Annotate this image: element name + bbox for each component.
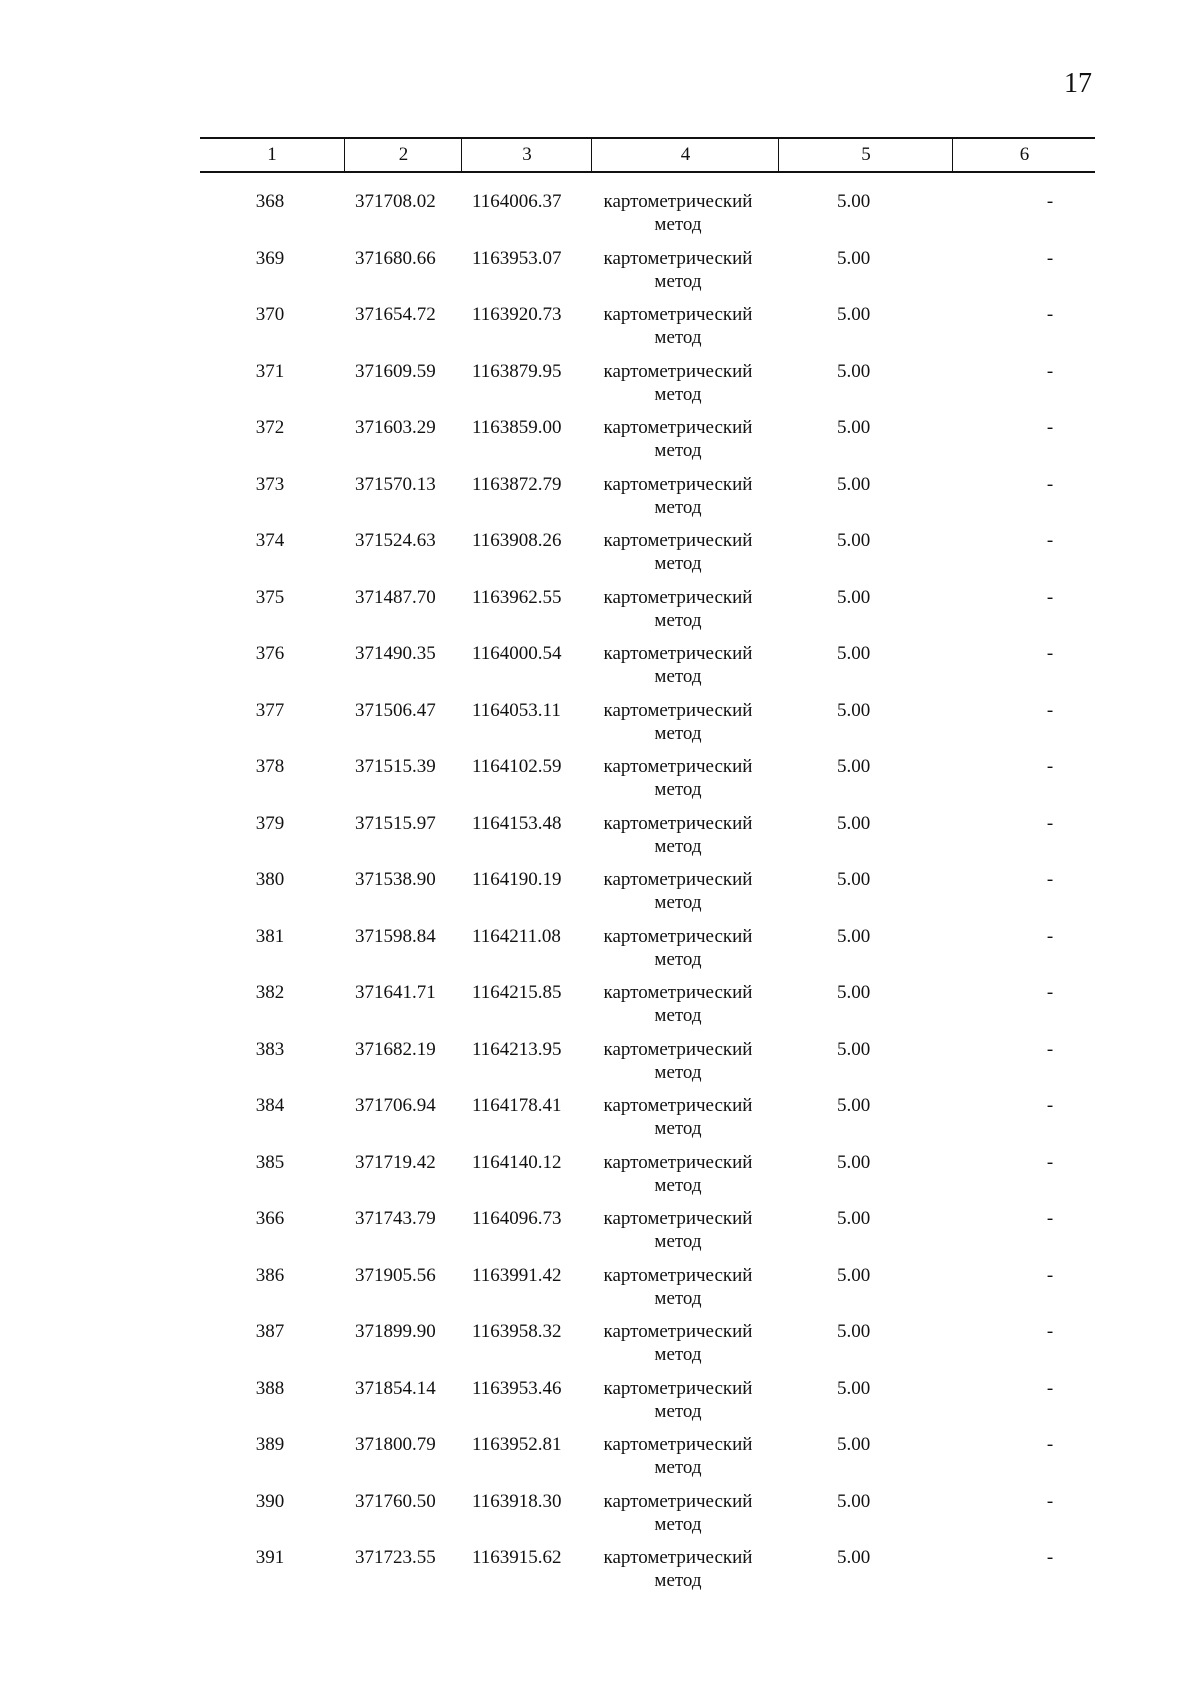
y-coordinate: 1163872.79 — [472, 473, 562, 495]
method-line-2: метод — [654, 948, 702, 970]
table-row — [200, 1094, 1095, 1151]
y-coordinate: 1163920.73 — [472, 304, 562, 325]
error-value: 5.00 — [837, 417, 871, 438]
x-coordinate: 371706.94 — [355, 1095, 436, 1116]
method-line-2: метод — [654, 666, 702, 687]
point-number: 369 — [255, 247, 285, 269]
table-row — [200, 529, 1095, 586]
method-line-2: метод — [654, 553, 702, 574]
method-line-2: метод — [654, 1344, 702, 1365]
y-coordinate: 1164006.37 — [472, 191, 562, 212]
table-body — [200, 190, 1095, 1603]
method — [598, 303, 758, 349]
method-line-1: картометрический — [603, 1547, 753, 1568]
note: - — [1046, 473, 1054, 495]
table-row — [200, 925, 1095, 982]
method-line-1: картометрический — [603, 869, 753, 890]
y-coordinate: 1164053.11 — [472, 699, 561, 721]
method — [598, 1264, 758, 1310]
method-line-2: метод — [654, 1118, 702, 1139]
point-number: 377 — [255, 699, 285, 721]
point-number: 375 — [255, 586, 285, 608]
error-value: 5.00 — [837, 925, 871, 947]
method-line-1: картометрический — [603, 1095, 753, 1116]
x-coordinate: 371641.71 — [355, 982, 436, 1003]
method-line-1: картометрический — [603, 643, 753, 664]
x-coordinate: 371603.29 — [355, 417, 436, 438]
y-coordinate: 1164211.08 — [472, 925, 561, 947]
x-coordinate: 371760.50 — [355, 1490, 436, 1512]
point-number: 371 — [255, 360, 285, 382]
error-value: 5.00 — [837, 1095, 871, 1116]
error-value: 5.00 — [837, 812, 871, 834]
method — [598, 642, 758, 688]
point-number: 368 — [255, 191, 285, 212]
point-number: 390 — [255, 1490, 285, 1512]
point-number: 384 — [255, 1095, 285, 1116]
method-line-1: картометрический — [603, 756, 753, 777]
method — [598, 1094, 758, 1140]
method-line-2: метод — [654, 722, 702, 744]
note: - — [1046, 643, 1054, 664]
x-coordinate: 371800.79 — [355, 1434, 436, 1455]
method-line-2: метод — [654, 214, 702, 235]
note: - — [1046, 1151, 1054, 1173]
method-line-1: картометрический — [603, 473, 753, 495]
error-value: 5.00 — [837, 1490, 871, 1512]
point-number: 387 — [255, 1321, 285, 1342]
method-line-2: метод — [654, 1231, 702, 1252]
header-col-3: 3 — [461, 139, 592, 171]
header-col-6: 6 — [952, 139, 1096, 171]
y-coordinate: 1164190.19 — [472, 869, 562, 890]
table-row — [200, 1264, 1095, 1321]
table-row — [200, 1377, 1095, 1434]
y-coordinate: 1164102.59 — [472, 756, 562, 777]
method-line-1: картометрический — [603, 699, 753, 721]
method-line-1: картометрический — [603, 360, 753, 382]
method-line-1: картометрический — [603, 925, 753, 947]
method-line-2: метод — [654, 1287, 702, 1309]
method — [598, 1490, 758, 1536]
x-coordinate: 371682.19 — [355, 1038, 436, 1060]
header-col-4: 4 — [591, 139, 779, 171]
method — [598, 868, 758, 914]
method — [598, 699, 758, 745]
method-line-1: картометрический — [603, 417, 753, 438]
method-line-1: картометрический — [603, 1208, 753, 1229]
note: - — [1046, 869, 1054, 890]
method-line-2: метод — [654, 1513, 702, 1535]
y-coordinate: 1163915.62 — [472, 1547, 562, 1568]
method-line-1: картометрический — [603, 1321, 753, 1342]
method-line-2: метод — [654, 440, 702, 461]
error-value: 5.00 — [837, 869, 871, 890]
error-value: 5.00 — [837, 643, 871, 664]
point-number: 380 — [255, 869, 285, 890]
method-line-1: картометрический — [603, 191, 753, 212]
header-col-2: 2 — [344, 139, 462, 171]
note: - — [1046, 1434, 1054, 1455]
error-value: 5.00 — [837, 1377, 871, 1399]
error-value: 5.00 — [837, 1434, 871, 1455]
method — [598, 1207, 758, 1253]
method — [598, 1151, 758, 1197]
table-row — [200, 755, 1095, 812]
method — [598, 1433, 758, 1479]
error-value: 5.00 — [837, 247, 871, 269]
method — [598, 755, 758, 801]
method-line-1: картометрический — [603, 1434, 753, 1455]
method-line-2: метод — [654, 327, 702, 348]
y-coordinate: 1164213.95 — [472, 1038, 562, 1060]
method-line-2: метод — [654, 383, 702, 405]
note: - — [1046, 1547, 1054, 1568]
x-coordinate: 371515.39 — [355, 756, 436, 777]
x-coordinate: 371538.90 — [355, 869, 436, 890]
method-line-2: метод — [654, 892, 702, 913]
y-coordinate: 1164096.73 — [472, 1208, 562, 1229]
method — [598, 360, 758, 406]
method-line-2: метод — [654, 270, 702, 292]
note: - — [1046, 191, 1054, 212]
page-number: 17 — [1064, 68, 1092, 99]
point-number: 376 — [255, 643, 285, 664]
point-number: 373 — [255, 473, 285, 495]
table-row — [200, 586, 1095, 643]
error-value: 5.00 — [837, 1208, 871, 1229]
point-number: 370 — [255, 304, 285, 325]
note: - — [1046, 586, 1054, 608]
y-coordinate: 1164000.54 — [472, 643, 562, 664]
header-col-1: 1 — [267, 144, 277, 165]
method-line-2: метод — [654, 1570, 702, 1591]
method-line-2: метод — [654, 1457, 702, 1478]
note: - — [1046, 360, 1054, 382]
y-coordinate: 1163953.46 — [472, 1377, 562, 1399]
note: - — [1046, 1377, 1054, 1399]
table-row — [200, 1320, 1095, 1377]
x-coordinate: 371899.90 — [355, 1321, 436, 1342]
table-row — [200, 247, 1095, 304]
table-row — [200, 1038, 1095, 1095]
point-number: 374 — [255, 530, 285, 551]
table-row — [200, 360, 1095, 417]
x-coordinate: 371490.35 — [355, 643, 436, 664]
point-number: 391 — [255, 1547, 285, 1568]
error-value: 5.00 — [837, 360, 871, 382]
y-coordinate: 1163991.42 — [472, 1264, 562, 1286]
header-col-5: 5 — [778, 139, 953, 171]
table-row — [200, 1151, 1095, 1208]
table-row — [200, 868, 1095, 925]
method-line-2: метод — [654, 1005, 702, 1026]
x-coordinate: 371609.59 — [355, 360, 436, 382]
method-line-2: метод — [654, 1400, 702, 1422]
method — [598, 1320, 758, 1366]
point-number: 382 — [255, 982, 285, 1003]
note: - — [1046, 1208, 1054, 1229]
method — [598, 416, 758, 462]
error-value: 5.00 — [837, 756, 871, 777]
table-row — [200, 1546, 1095, 1603]
error-value: 5.00 — [837, 586, 871, 608]
x-coordinate: 371524.63 — [355, 530, 436, 551]
point-number: 386 — [255, 1264, 285, 1286]
error-value: 5.00 — [837, 699, 871, 721]
error-value: 5.00 — [837, 473, 871, 495]
method-line-1: картометрический — [603, 1038, 753, 1060]
method-line-2: метод — [654, 609, 702, 631]
method-line-1: картометрический — [603, 530, 753, 551]
error-value: 5.00 — [837, 1264, 871, 1286]
table-row — [200, 1490, 1095, 1547]
x-coordinate: 371743.79 — [355, 1208, 436, 1229]
method — [598, 1546, 758, 1592]
table-row — [200, 473, 1095, 530]
x-coordinate: 371854.14 — [355, 1377, 436, 1399]
note: - — [1046, 304, 1054, 325]
point-number: 378 — [255, 756, 285, 777]
table-row — [200, 642, 1095, 699]
y-coordinate: 1164178.41 — [472, 1095, 562, 1116]
error-value: 5.00 — [837, 1038, 871, 1060]
method — [598, 1377, 758, 1423]
point-number: 366 — [255, 1208, 285, 1229]
error-value: 5.00 — [837, 191, 871, 212]
x-coordinate: 371723.55 — [355, 1547, 436, 1568]
note: - — [1046, 1095, 1054, 1116]
note: - — [1046, 925, 1054, 947]
note: - — [1046, 699, 1054, 721]
table-row — [200, 416, 1095, 473]
y-coordinate: 1164153.48 — [472, 812, 562, 834]
method — [598, 812, 758, 858]
method-line-1: картометрический — [603, 247, 753, 269]
note: - — [1046, 1490, 1054, 1512]
point-number: 381 — [255, 925, 285, 947]
x-coordinate: 371570.13 — [355, 473, 436, 495]
error-value: 5.00 — [837, 982, 871, 1003]
y-coordinate: 1164215.85 — [472, 982, 562, 1003]
method-line-2: метод — [654, 1061, 702, 1083]
x-coordinate: 371515.97 — [355, 812, 436, 834]
note: - — [1046, 982, 1054, 1003]
point-number: 379 — [255, 812, 285, 834]
method — [598, 1038, 758, 1084]
y-coordinate: 1163918.30 — [472, 1490, 562, 1512]
x-coordinate: 371905.56 — [355, 1264, 436, 1286]
point-number: 389 — [255, 1434, 285, 1455]
method — [598, 586, 758, 632]
y-coordinate: 1164140.12 — [472, 1151, 562, 1173]
method-line-1: картометрический — [603, 1377, 753, 1399]
method-line-1: картометрический — [603, 1151, 753, 1173]
note: - — [1046, 756, 1054, 777]
x-coordinate: 371487.70 — [355, 586, 436, 608]
point-number: 372 — [255, 417, 285, 438]
method-line-1: картометрический — [603, 982, 753, 1003]
x-coordinate: 371708.02 — [355, 191, 436, 212]
y-coordinate: 1163958.32 — [472, 1321, 562, 1342]
table-row — [200, 981, 1095, 1038]
note: - — [1046, 1321, 1054, 1342]
point-number: 388 — [255, 1377, 285, 1399]
table-row — [200, 1207, 1095, 1264]
method-line-1: картометрический — [603, 1264, 753, 1286]
y-coordinate: 1163962.55 — [472, 586, 562, 608]
x-coordinate: 371680.66 — [355, 247, 436, 269]
method-line-1: картометрический — [603, 304, 753, 325]
table-row — [200, 812, 1095, 869]
x-coordinate: 371719.42 — [355, 1151, 436, 1173]
note: - — [1046, 530, 1054, 551]
error-value: 5.00 — [837, 1547, 871, 1568]
y-coordinate: 1163908.26 — [472, 530, 562, 551]
method-line-2: метод — [654, 1174, 702, 1196]
method — [598, 529, 758, 575]
note: - — [1046, 417, 1054, 438]
method-line-1: картометрический — [603, 1490, 753, 1512]
note: - — [1046, 1264, 1054, 1286]
method — [598, 247, 758, 293]
method — [598, 473, 758, 519]
x-coordinate: 371506.47 — [355, 699, 436, 721]
table-row — [200, 699, 1095, 756]
y-coordinate: 1163953.07 — [472, 247, 562, 269]
error-value: 5.00 — [837, 304, 871, 325]
note: - — [1046, 812, 1054, 834]
method-line-1: картометрический — [603, 586, 753, 608]
method — [598, 925, 758, 971]
method — [598, 190, 758, 236]
table-row — [200, 1433, 1095, 1490]
point-number: 385 — [255, 1151, 285, 1173]
point-number: 383 — [255, 1038, 285, 1060]
table-row — [200, 303, 1095, 360]
note: - — [1046, 1038, 1054, 1060]
error-value: 5.00 — [837, 530, 871, 551]
note: - — [1046, 247, 1054, 269]
y-coordinate: 1163879.95 — [472, 360, 562, 382]
y-coordinate: 1163952.81 — [472, 1434, 562, 1455]
x-coordinate: 371654.72 — [355, 304, 436, 325]
error-value: 5.00 — [837, 1151, 871, 1173]
x-coordinate: 371598.84 — [355, 925, 436, 947]
method-line-2: метод — [654, 835, 702, 857]
y-coordinate: 1163859.00 — [472, 417, 562, 438]
table-row — [200, 190, 1095, 247]
method-line-2: метод — [654, 496, 702, 518]
table-header — [200, 137, 1095, 173]
method-line-2: метод — [654, 779, 702, 800]
method-line-1: картометрический — [603, 812, 753, 834]
error-value: 5.00 — [837, 1321, 871, 1342]
method — [598, 981, 758, 1027]
